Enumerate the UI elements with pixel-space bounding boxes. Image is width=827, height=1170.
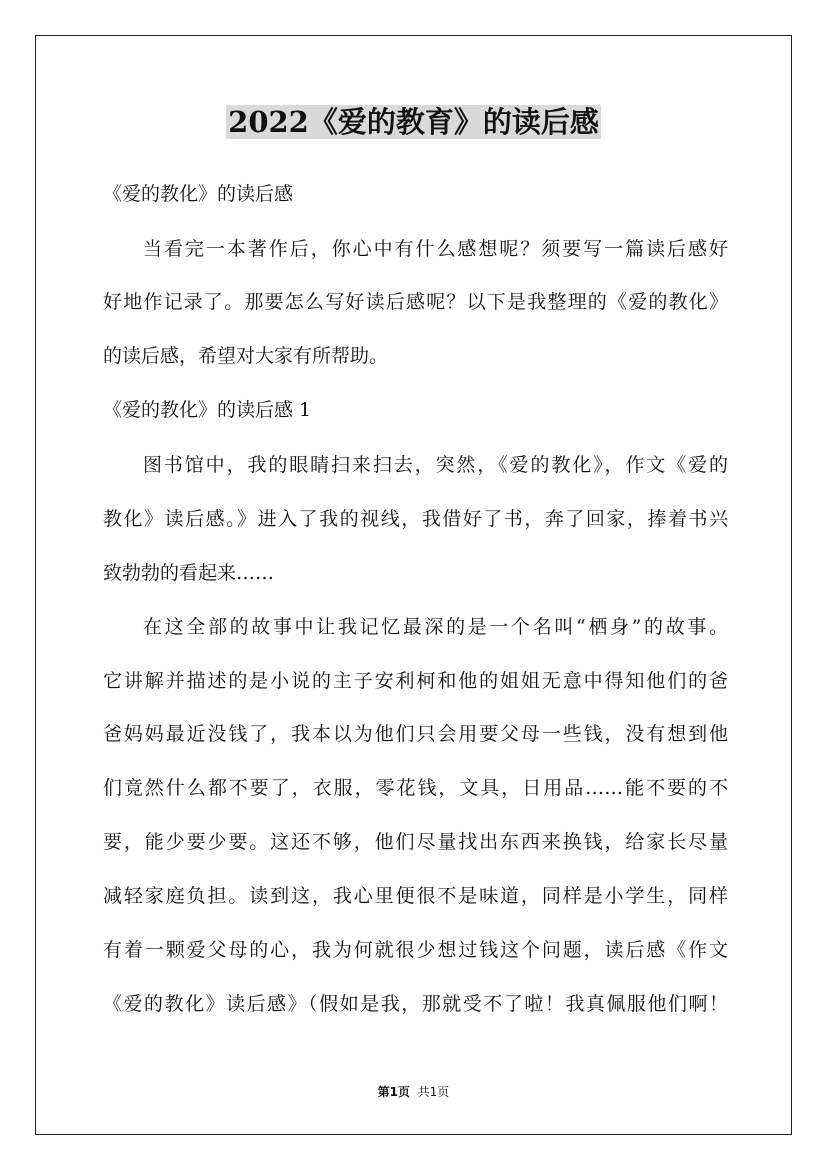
document-title [0, 100, 827, 144]
document-title-text: 2022《爱的教育》的读后感 [228, 105, 599, 139]
paragraph-line: 好地作记录了。那要怎么写好读后感呢？以下是我整理的《爱的教化》 [103, 291, 728, 313]
paragraph-line: 当看完一本著作后，你心中有什么感想呢？须要写一篇读后感好 [143, 238, 728, 260]
page-total: 共1页 [417, 1085, 450, 1099]
paragraph-line: 在这全部的故事中让我记忆最深的是一个名叫“栖身”的故事。 [143, 616, 728, 638]
paragraph-line: 的读后感，希望对大家有所帮助。 [103, 345, 389, 367]
paragraph-line: 图书馆中，我的眼睛扫来扫去，突然，《爱的教化》，作文《爱的 [143, 454, 728, 476]
paragraph-line: 有着一颗爱父母的心，我为何就很少想过钱这个问题，读后感《作文 [103, 939, 728, 961]
page-number: 第1页 [377, 1085, 411, 1099]
paragraph-line: 《爱的教化》读后感》（假如是我，那就受不了啦！我真佩服他们啊！ [103, 993, 728, 1015]
page-footer [0, 1084, 827, 1100]
section-heading: 《爱的教化》的读后感 [103, 183, 294, 205]
paragraph-line: 致勃勃的看起来…… [103, 562, 275, 584]
paragraph-line: 它讲解并描述的是小说的主子安利柯和他的姐姐无意中得知他们的爸 [103, 670, 728, 692]
section-heading: 《爱的教化》的读后感 1 [103, 399, 312, 421]
paragraph-line: 教化》读后感。》进入了我的视线，我借好了书，奔了回家，捧着书兴 [103, 508, 728, 530]
paragraph-line: 要，能少要少要。这还不够，他们尽量找出东西来换钱，给家长尽量 [103, 831, 728, 853]
paragraph-line: 减轻家庭负担。读到这，我心里便很不是味道，同样是小学生，同样 [103, 885, 728, 907]
paragraph-line: 爸妈妈最近没钱了，我本以为他们只会用要父母一些钱，没有想到他 [103, 723, 728, 745]
paragraph-line: 们竟然什么都不要了，衣服，零花钱，文具，日用品……能不要的不 [103, 777, 728, 799]
